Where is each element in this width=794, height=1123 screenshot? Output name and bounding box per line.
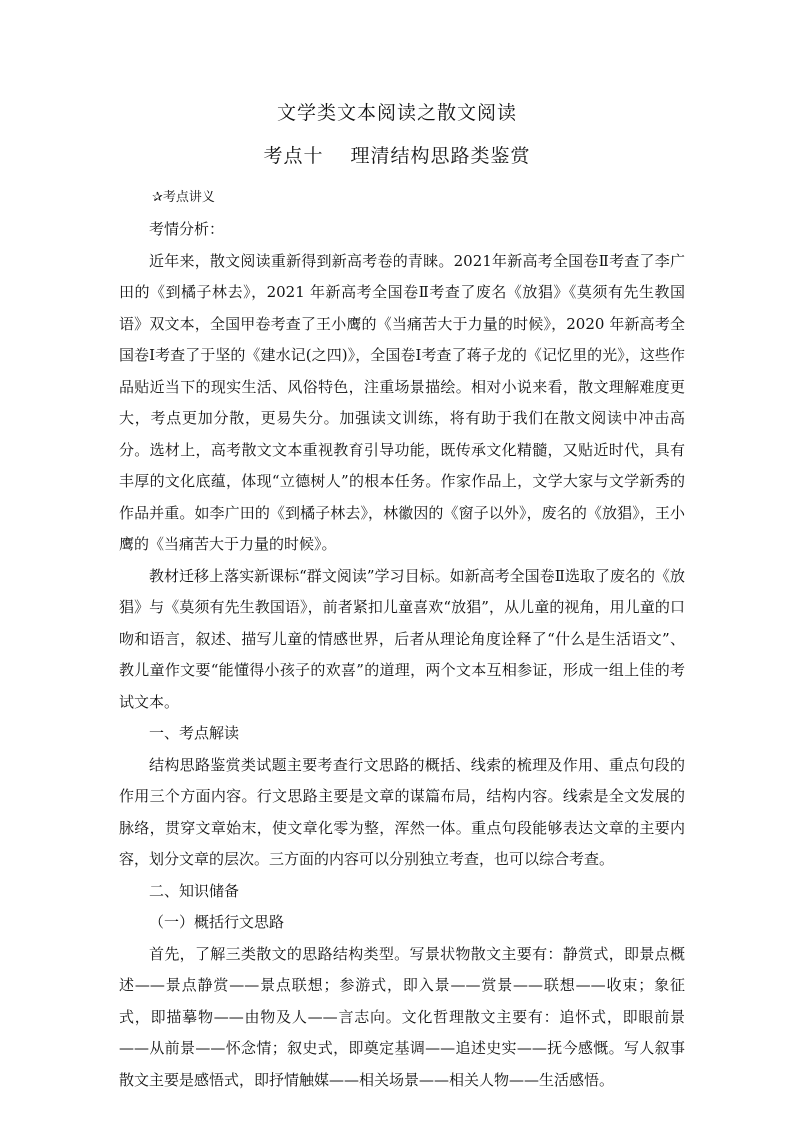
analysis-heading: 考情分析： — [149, 220, 225, 238]
section-note: ✰考点讲义 — [152, 190, 215, 205]
document-title: 文学类文本阅读之散文阅读 — [276, 102, 517, 124]
subheading-structure: （一）概括行文思路 — [149, 913, 285, 931]
paragraph-1: 近年来，散文阅读重新得到新高考卷的青睐。2021年新高考全国卷Ⅱ考查了李广田的《到橘子林去》，2021 年新高考全国卷Ⅱ考查了废名《放猖》《莫须有先生教国语》双文本，全国甲卷考查了王小鹰的《当痛苦大于力量的时候》，2020 年新高考全国卷Ⅰ考查了于坚的《建水记(之四)》，全国卷Ⅰ考查了蒋子龙的《记忆里的光》，这些作品贴近当下的现实生活、风俗特色，注重场景描绘。相对小说来看，散文理解难度更大，考点更加分散，更易失分。加强读文训练，将有助于我们在散文阅读中冲击高分。选材上，高考散文文本重视教育引导功能，既传承文化精髓，又贴近时代，具有丰厚的文化底蕴，体现“立德树人”的根本任务。作家作品上，文学大家与文学新秀的作品并重。如李广田的《到橘子林去》，林徽因的《窗子以外》，废名的《放猖》，王小鹰的《当痛苦大于力量的时候》。 — [119, 251, 685, 553]
heading-knowledge: 二、知识储备 — [149, 881, 240, 900]
document-subtitle: 考点十 理清结构思路类鉴赏 — [263, 145, 531, 167]
paragraph-3: 结构思路鉴赏类试题主要考查行文思路的概括、线索的梳理及作用、重点句段的作用三个方面内容。行文思路主要是文章的谋篇布局，结构内容。线索是全文发展的脉络，贯穿文章始末，使文章化零为整，浑然一体。重点句段能够表达文章的主要内容，划分文章的层次。三方面的内容可以分别独立考查，也可以综合考查。 — [119, 755, 685, 868]
paragraph-2: 教材迁移上落实新课标“群文阅读”学习目标。如新高考全国卷Ⅱ选取了废名的《放猖》与《莫须有先生教国语》，前者紧扣儿童喜欢“放猖”，从儿童的视角，用儿童的口吻和语言，叙述、描写儿童的情感世界，后者从理论角度诠释了“什么是生活语文”、教儿童作文要“能懂得小孩子的欢喜”的道理，两个文本互相参证，形成一组上佳的考试文本。 — [119, 566, 685, 711]
body-text — [119, 214, 685, 1096]
heading-exam-point: 一、考点解读 — [149, 724, 240, 742]
paragraph-4: 首先，了解三类散文的思路结构类型。写景状物散文主要有：静赏式，即景点概述——景点静赏——景点联想；参游式，即入景——赏景——联想——收束；象征式，即描摹物——由物及人——言志向。文化哲理散文主要有：追怀式，即眼前景——从前景——怀念情；叙史式，即奠定基调——追述史实——抚今感慨。写人叙事散文主要是感悟式，即抒情触媒——相关场景——相关人物——生活感悟。 — [119, 944, 685, 1089]
